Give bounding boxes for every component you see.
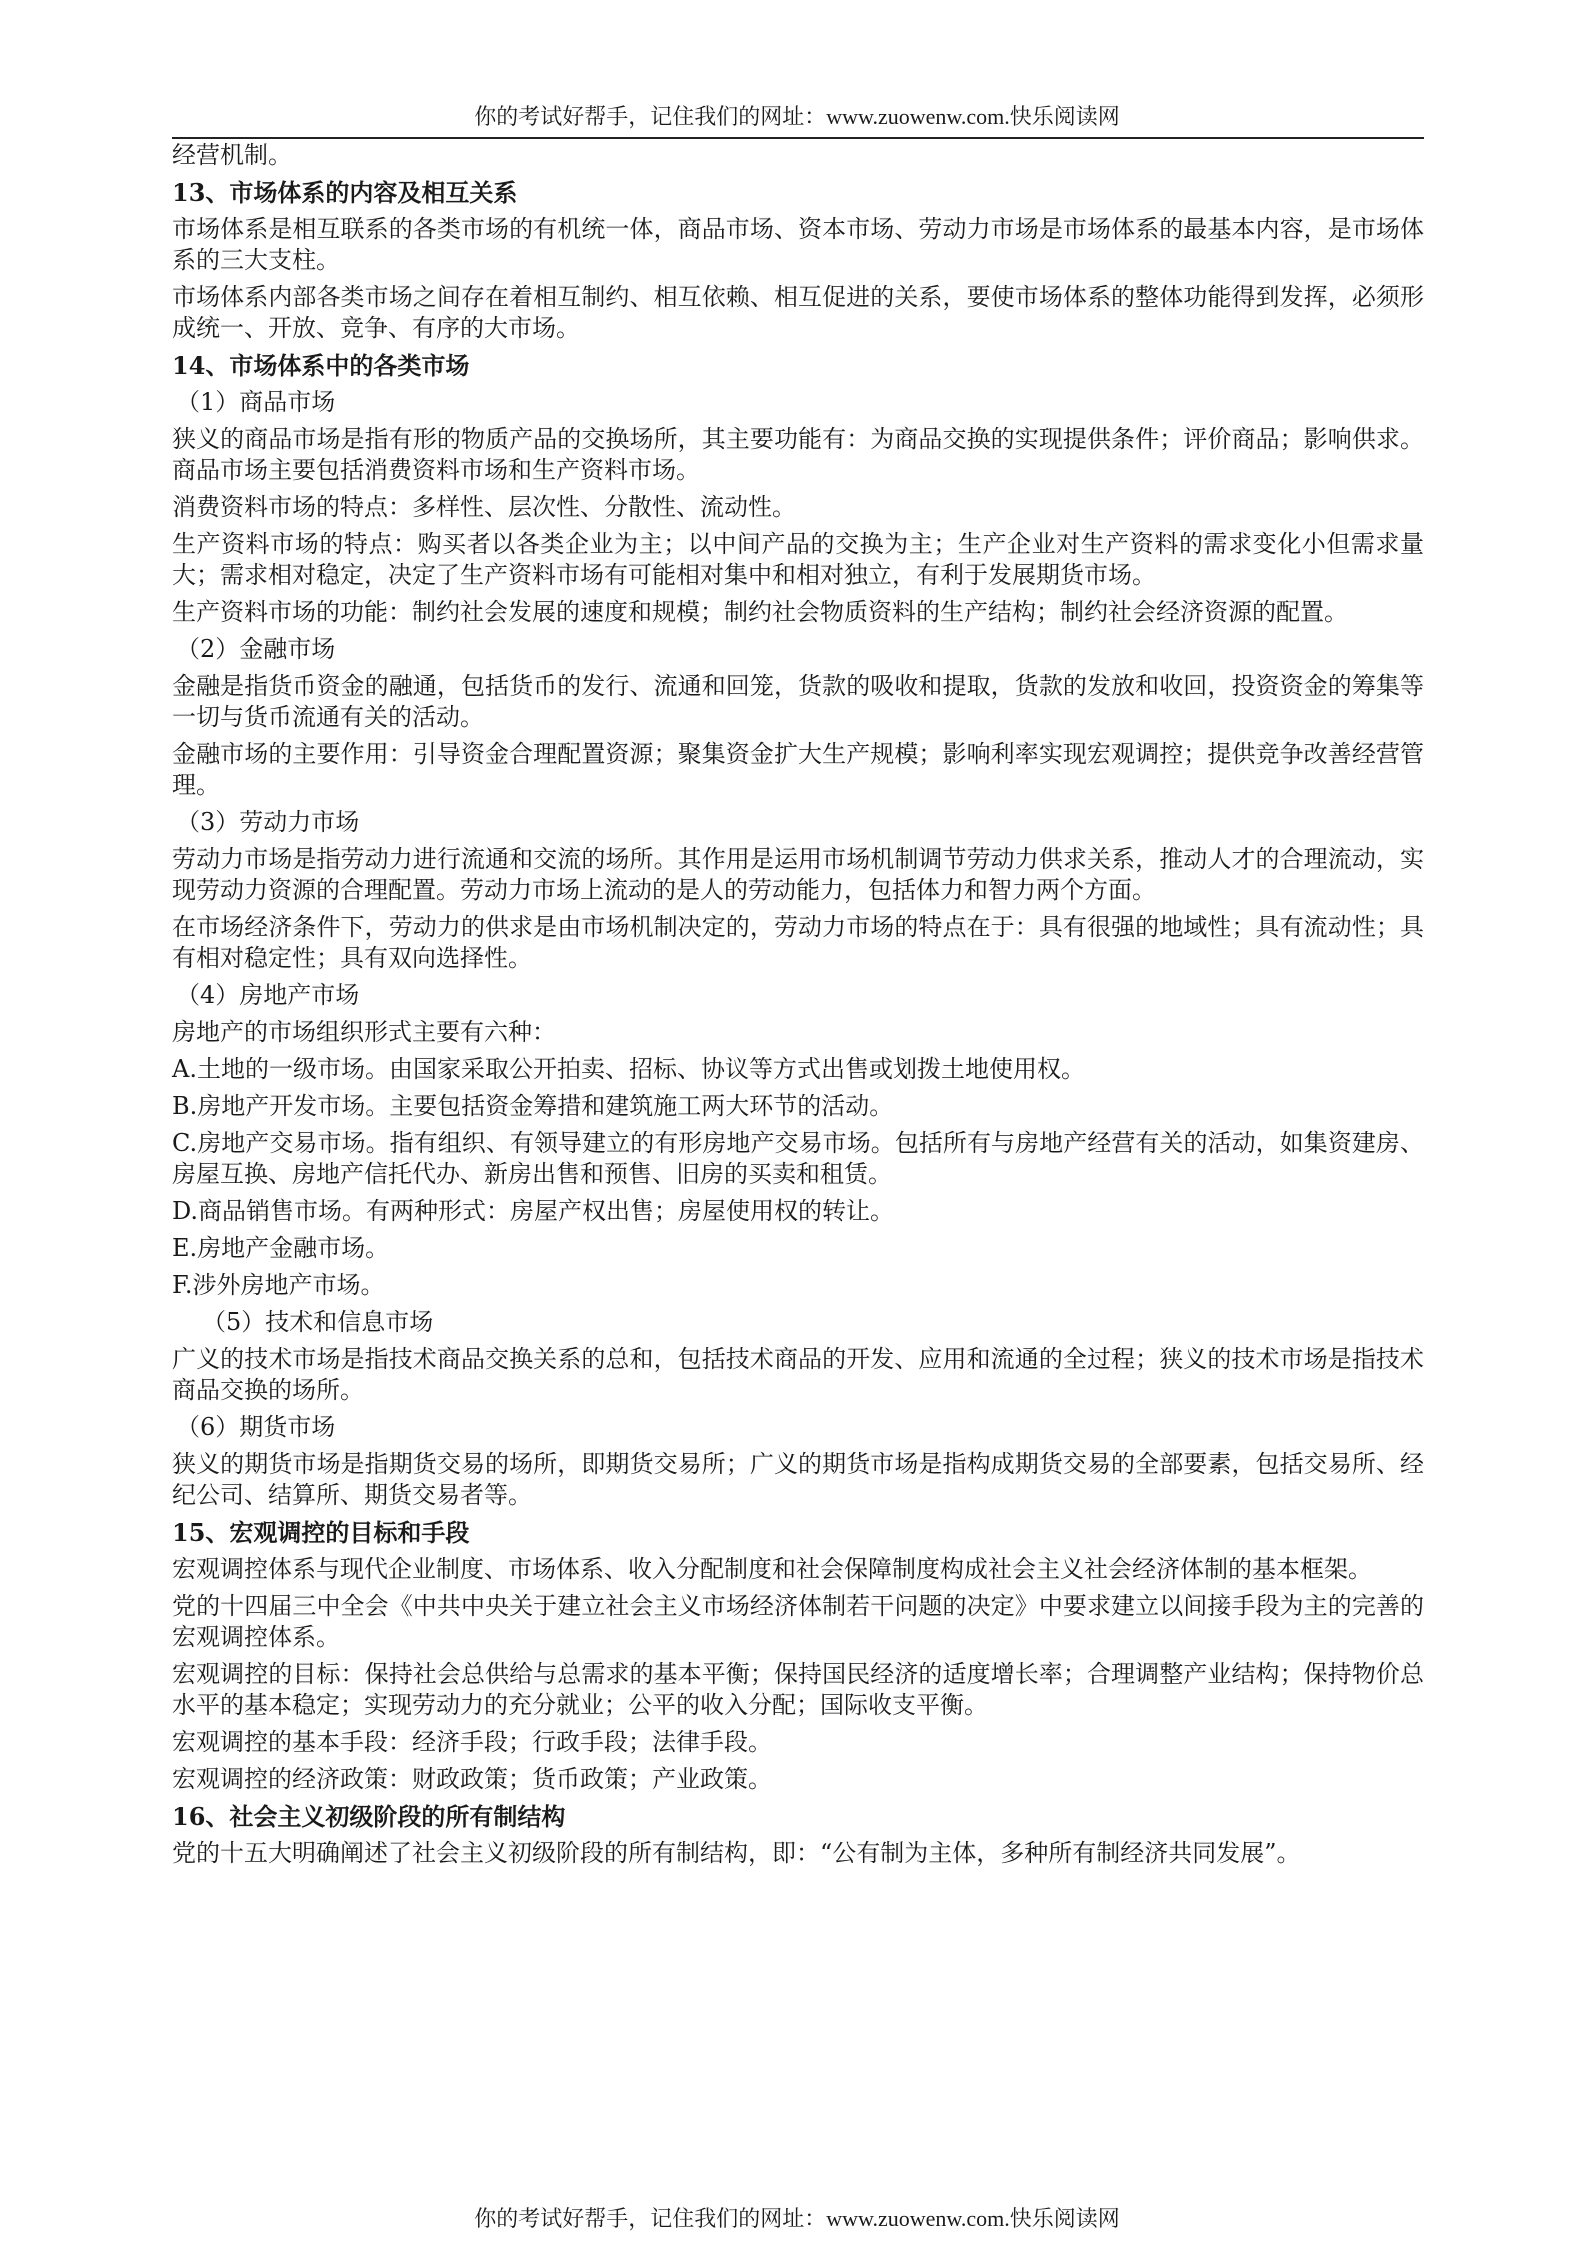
subsection-heading: （4）房地产市场 [176, 981, 360, 1009]
subsection-heading: （1）商品市场 [176, 388, 336, 416]
paragraph: 狭义的商品市场是指有形的物质产品的交换场所，其主要功能有：为商品交换的实现提供条件；评价商品；影响供求。商品市场主要包括消费资料市场和生产资料市场。 [172, 425, 1424, 484]
paragraph: 狭义的期货市场是指期货交易的场所，即期货交易所；广义的期货市场是指构成期货交易的全部要素，包括交易所、经纪公司、结算所、期货交易者等。 [172, 1450, 1424, 1509]
paragraph: 宏观调控体系与现代企业制度、市场体系、收入分配制度和社会保障制度构成社会主义社会经济体制的基本框架。 [172, 1555, 1372, 1583]
page-header: 你的考试好帮手，记住我们的网址：www.zuowenw.com.快乐阅读网 [474, 104, 1120, 129]
section-heading-13: 13、市场体系的内容及相互关系 [172, 178, 518, 207]
paragraph: 金融是指货币资金的融通，包括货币的发行、流通和回笼，货款的吸收和提取，货款的发放和收回，投资资金的筹集等一切与货币流通有关的活动。 [172, 672, 1424, 731]
list-item: A.土地的一级市场。由国家采取公开拍卖、招标、协议等方式出售或划拨土地使用权。 [172, 1055, 1085, 1083]
paragraph: 宏观调控的经济政策：财政政策；货币政策；产业政策。 [172, 1765, 772, 1793]
paragraph: 市场体系是相互联系的各类市场的有机统一体，商品市场、资本市场、劳动力市场是市场体系的最基本内容，是市场体系的三大支柱。 [172, 215, 1424, 274]
paragraph: 市场体系内部各类市场之间存在着相互制约、相互依赖、相互促进的关系，要使市场体系的整体功能得到发挥，必须形成统一、开放、竞争、有序的大市场。 [172, 283, 1424, 342]
section-heading-15: 15、宏观调控的目标和手段 [172, 1518, 470, 1547]
paragraph: 消费资料市场的特点：多样性、层次性、分散性、流动性。 [172, 493, 796, 521]
subsection-heading: （5）技术和信息市场 [202, 1308, 434, 1336]
paragraph: 生产资料市场的特点：购买者以各类企业为主；以中间产品的交换为主；生产企业对生产资料的需求变化小但需求量大；需求相对稳定，决定了生产资料市场有可能相对集中和相对独立，有利于发展期货市场。 [172, 530, 1424, 589]
list-item: E.房地产金融市场。 [172, 1234, 390, 1262]
list-item: F.涉外房地产市场。 [172, 1271, 385, 1299]
paragraph: 广义的技术市场是指技术商品交换关系的总和，包括技术商品的开发、应用和流通的全过程；狭义的技术市场是指技术商品交换的场所。 [172, 1345, 1424, 1404]
paragraph: 房地产的市场组织形式主要有六种： [172, 1018, 556, 1046]
section-heading-14: 14、市场体系中的各类市场 [172, 351, 470, 380]
subsection-heading: （2）金融市场 [176, 635, 336, 663]
header-divider [172, 137, 1424, 139]
document-body [172, 140, 1424, 1875]
page-footer: 你的考试好帮手，记住我们的网址：www.zuowenw.com.快乐阅读网 [474, 2206, 1120, 2231]
list-item: B.房地产开发市场。主要包括资金筹措和建筑施工两大环节的活动。 [172, 1092, 894, 1120]
list-item: D.商品销售市场。有两种形式：房屋产权出售；房屋使用权的转让。 [172, 1197, 895, 1225]
paragraph: 党的十四届三中全会《中共中央关于建立社会主义市场经济体制若干问题的决定》中要求建立以间接手段为主的完善的宏观调控体系。 [172, 1592, 1424, 1651]
list-item: C.房地产交易市场。指有组织、有领导建立的有形房地产交易市场。包括所有与房地产经营有关的活动，如集资建房、房屋互换、房地产信托代办、新房出售和预售、旧房的买卖和租赁。 [172, 1129, 1424, 1188]
paragraph: 宏观调控的目标：保持社会总供给与总需求的基本平衡；保持国民经济的适度增长率；合理调整产业结构；保持物价总水平的基本稳定；实现劳动力的充分就业；公平的收入分配；国际收支平衡。 [172, 1660, 1424, 1719]
section-heading-16: 16、社会主义初级阶段的所有制结构 [172, 1802, 566, 1831]
paragraph: 劳动力市场是指劳动力进行流通和交流的场所。其作用是运用市场机制调节劳动力供求关系，推动人才的合理流动，实现劳动力资源的合理配置。劳动力市场上流动的是人的劳动能力，包括体力和智力两个方面。 [172, 845, 1424, 904]
paragraph: 党的十五大明确阐述了社会主义初级阶段的所有制结构，即：“公有制为主体，多种所有制经济共同发展”。 [172, 1839, 1301, 1867]
paragraph: 宏观调控的基本手段：经济手段；行政手段；法律手段。 [172, 1728, 772, 1756]
paragraph: 金融市场的主要作用：引导资金合理配置资源；聚集资金扩大生产规模；影响利率实现宏观调控；提供竞争改善经营管理。 [172, 740, 1424, 799]
paragraph: 生产资料市场的功能：制约社会发展的速度和规模；制约社会物质资料的生产结构；制约社会经济资源的配置。 [172, 598, 1348, 626]
paragraph: 在市场经济条件下，劳动力的供求是由市场机制决定的，劳动力市场的特点在于：具有很强的地域性；具有流动性；具有相对稳定性；具有双向选择性。 [172, 913, 1424, 972]
subsection-heading: （6）期货市场 [176, 1413, 336, 1441]
subsection-heading: （3）劳动力市场 [176, 808, 360, 836]
paragraph: 经营机制。 [172, 141, 292, 169]
